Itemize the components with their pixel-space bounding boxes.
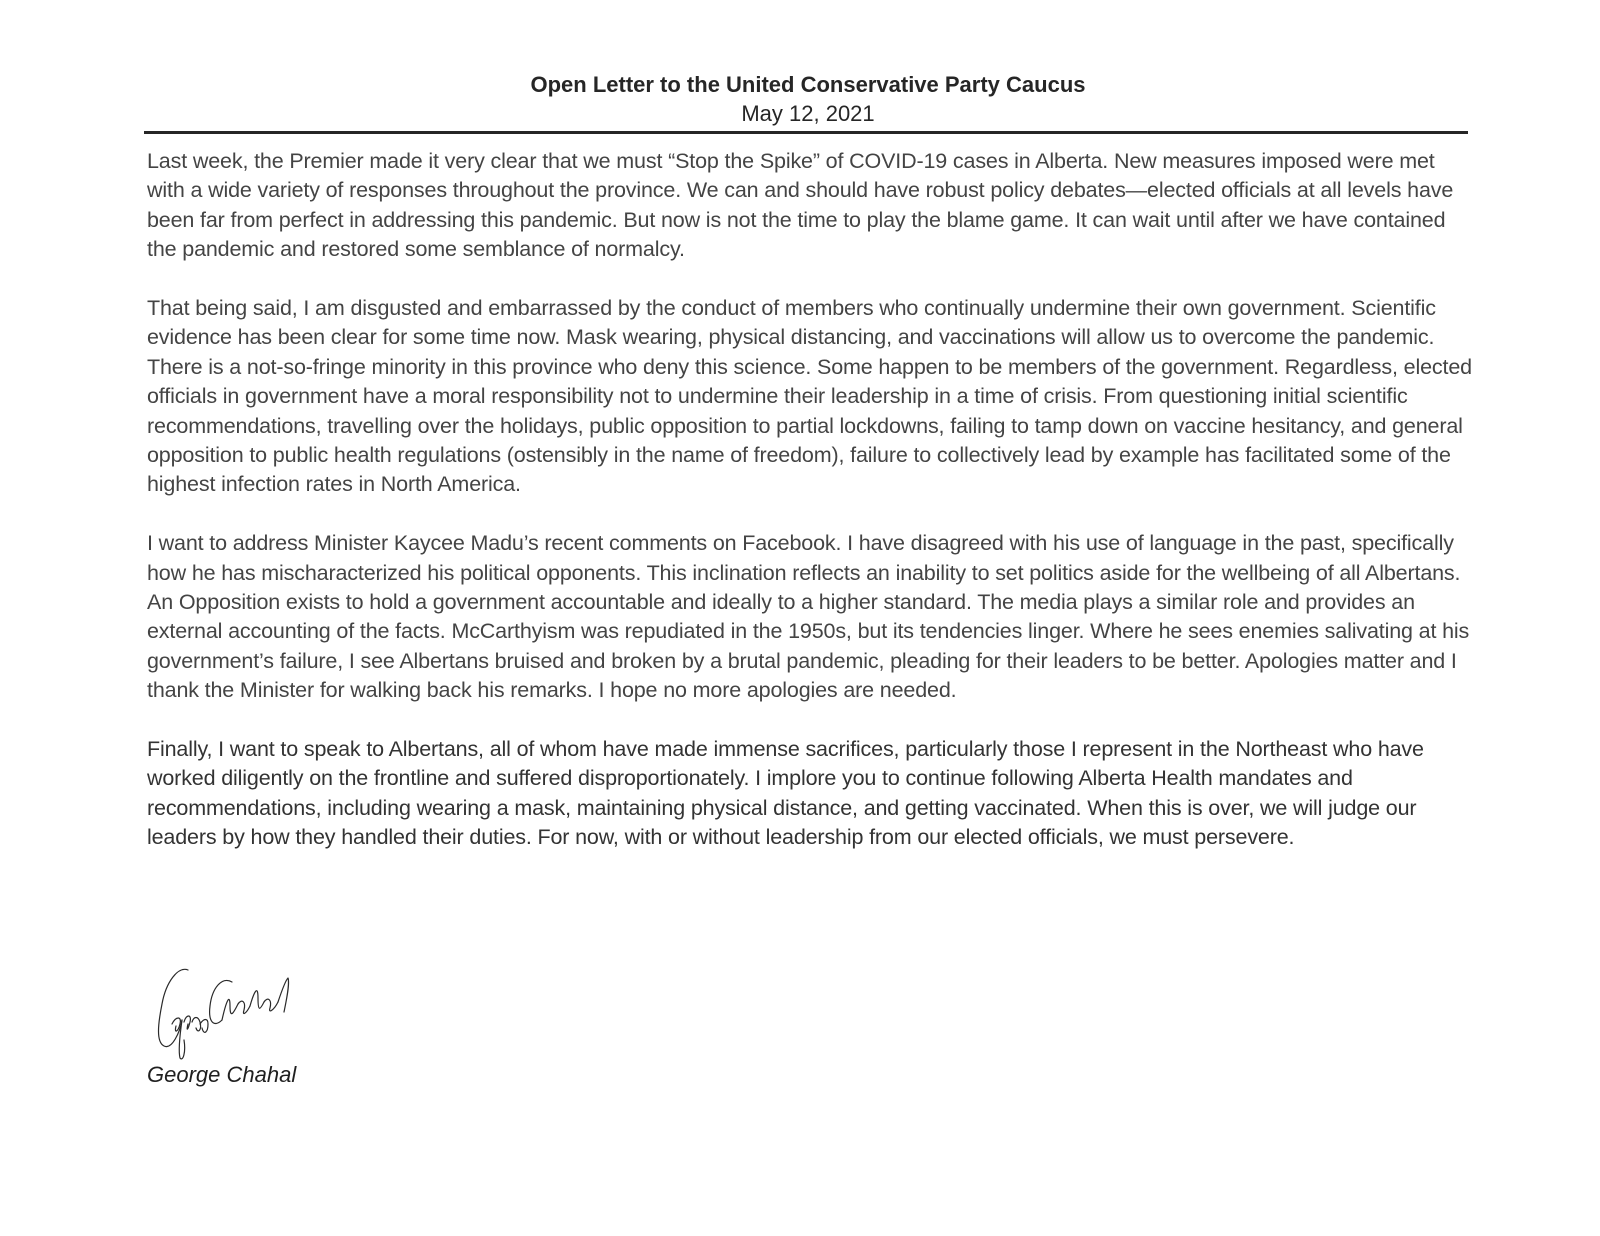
handwritten-signature [150,962,300,1062]
letter-header [0,70,1600,128]
letter-title: Open Letter to the United Conservative Party Caucus [530,72,1086,97]
paragraph-2: That being said, I am disgusted and embarrassed by the conduct of members who continually undermine their own government. Scientific evidence has been clear for some time now. Mask wearing, physical distancing, and vaccinations will allow us to overcome the pandemic. There is a not-so-fringe minority in this province who deny this science. Some happen to be members of the government. Regardless, elected officials in government have a moral responsibility not to undermine their leadership in a time of crisis. From questioning initial scientific recommendations, travelling over the holidays, public opposition to partial lockdowns, failing to tamp down on vaccine hesitancy, and general opposition to public health regulations (ostensibly in the name of freedom), failure to collectively lead by example has facilitated some of the highest infection rates in North America. [147,296,1472,497]
paragraph-4: Finally, I want to speak to Albertans, all of whom have made immense sacrifices, particularly those I represent in the Northeast who have worked diligently on the frontline and suffered disproportionately. I implore you to continue following Alberta Health mandates and recommendations, including wearing a mask, maintaining physical distance, and getting vaccinated. When this is over, we will judge our leaders by how they handled their duties. For now, with or without leadership from our elected officials, we must persevere. [147,737,1424,850]
signer-name: George Chahal [147,1062,297,1087]
paragraph-3: I want to address Minister Kaycee Madu’s recent comments on Facebook. I have disagreed with his use of language in the past, specifically how he has mischaracterized his political opponents. This inclination reflects an inability to set politics aside for the wellbeing of all Albertans. An Opposition exists to hold a government accountable and ideally to a higher standard. The media plays a similar role and provides an external accounting of the facts. McCarthyism was repudiated in the 1950s, but its tendencies linger. Where he sees enemies salivating at his government’s failure, I see Albertans bruised and broken by a brutal pandemic, pleading for their leaders to be better. Apologies matter and I thank the Minister for walking back his remarks. I hope no more apologies are needed. [147,531,1470,703]
letter-date: May 12, 2021 [741,101,875,126]
paragraph-1: Last week, the Premier made it very clear that we must “Stop the Spike” of COVID-19 cases in Alberta. New measures imposed were met with a wide variety of responses throughout the province. We can and should have robust policy debates—elected officials at all levels have been far from perfect in addressing this pandemic. But now is not the time to play the blame game. It can wait until after we have contained the pandemic and restored some semblance of normalcy. [147,149,1454,262]
letter-body [147,147,1477,882]
header-divider [144,131,1468,134]
